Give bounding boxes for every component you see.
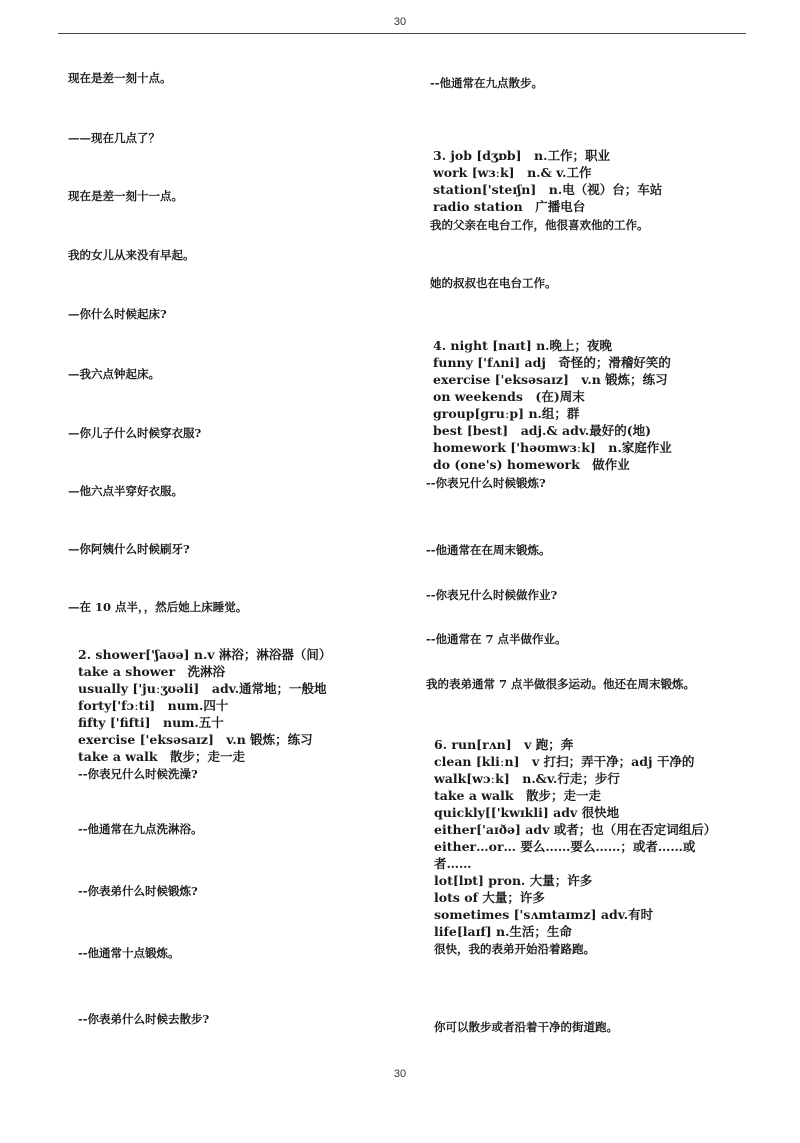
vocab2-item: take a shower 洗淋浴 [78, 664, 226, 679]
right-line-4c: --你表兄什么时候做作业? [426, 588, 558, 602]
vocab6-item: walk[wɔːk] n.&v.行走；步行 [434, 771, 620, 786]
vocab3-item: station['steɪʃn] n.电（视）台；车站 [433, 182, 663, 197]
right-line-6b: 你可以散步或者沿着干净的街道跑。 [434, 1020, 618, 1034]
vocab6-item: 者…… [434, 856, 472, 871]
vocab2-item: exercise ['eksəsaɪz] v.n 锻炼；练习 [78, 732, 313, 747]
vocab2-item: forty['fɔːti] num.四十 [78, 698, 229, 713]
left-line-9: —你阿姨什么时候刷牙? [68, 542, 190, 556]
vocab3-heading: 3. job [dʒɒb] n.工作；职业 [433, 148, 610, 163]
right-line-4b: --他通常在在周末锻炼。 [426, 543, 551, 557]
page-number-bottom: 30 [393, 1068, 407, 1080]
vocab2-item: take a walk 散步；走一走 [78, 749, 246, 764]
vocab3-item: work [wɜːk] n.& v.工作 [433, 165, 592, 180]
vocab6-item: clean [kliːn] v 打扫；弄干净；adj 干净的 [434, 754, 695, 769]
left-line-10: —在 10 点半，，然后她上床睡觉。 [68, 600, 248, 614]
left-line-13: --你表弟什么时候锻炼? [78, 884, 198, 898]
vocab2-item: usually ['juːʒʊəli] adv.通常地；一般地 [78, 681, 327, 696]
left-line-7: —你儿子什么时候穿衣服? [68, 426, 202, 440]
vocab6-item: life[laɪf] n.生活；生命 [434, 924, 572, 939]
left-line-2: ——现在几点了？ [68, 131, 160, 145]
vocab4-item: do (one's) homework 做作业 [433, 457, 630, 472]
left-line-14: --他通常十点锻炼。 [78, 946, 180, 960]
left-line-15: --你表弟什么时候去散步? [78, 1012, 210, 1026]
page-number-top: 30 [393, 16, 407, 28]
vocab4-item: exercise ['eksəsaɪz] v.n 锻炼；练习 [433, 372, 668, 387]
left-line-3: 现在是差一刻十一点。 [68, 189, 183, 203]
left-line-8: —他六点半穿好衣服。 [68, 484, 183, 498]
left-line-11: --你表兄什么时候洗澡? [78, 767, 198, 781]
vocab3-item: radio station 广播电台 [433, 199, 586, 214]
vocab4-item: funny ['fʌni] adj 奇怪的；滑稽好笑的 [433, 355, 671, 370]
vocab6-item: either…or… 要么……要么……；或者……或 [434, 839, 696, 854]
right-line-4e: 我的表弟通常 7 点半做很多运动。他还在周末锻炼。 [426, 677, 696, 691]
vocab4-item: homework ['həʊmwɜːk] n.家庭作业 [433, 440, 672, 455]
left-line-5: —你什么时候起床? [68, 307, 167, 321]
right-line-6a: 很快，我的表弟开始沿着路跑。 [434, 942, 595, 956]
vocab6-item: lot[lɒt] pron. 大量；许多 [434, 873, 593, 888]
left-line-6: —我六点钟起床。 [68, 367, 160, 381]
vocab4-item: group[gruːp] n.组；群 [433, 406, 580, 421]
vocab6-item: quickly[['kwɪkli] adv 很快地 [434, 805, 620, 820]
header-divider [58, 33, 746, 34]
left-line-12: --他通常在九点洗淋浴。 [78, 822, 203, 836]
vocab4-heading: 4. night [naɪt] n.晚上；夜晚 [433, 338, 613, 353]
right-line-4d: --他通常在 7 点半做作业。 [426, 632, 567, 646]
right-line-top: --他通常在九点散步。 [430, 76, 544, 90]
right-sentence-3b: 她的叔叔也在电台工作。 [430, 276, 557, 290]
vocab6-item: lots of 大量；许多 [434, 890, 545, 905]
vocab2-item: fifty ['fifti] num.五十 [78, 715, 224, 730]
right-sentence-3a: 我的父亲在电台工作，他很喜欢他的工作。 [430, 218, 649, 232]
vocab6-item: take a walk 散步；走一走 [434, 788, 602, 803]
left-line-1: 现在是差一刻十点。 [68, 71, 172, 85]
vocab6-item: either['aɪðə] adv 或者；也（用在否定词组后） [434, 822, 717, 837]
vocab6-heading: 6. run[rʌn] v 跑；奔 [434, 737, 574, 752]
vocab2-heading: 2. shower['ʃaʊə] n.v 淋浴；淋浴器（间） [78, 647, 332, 662]
left-line-4: 我的女儿从来没有早起。 [68, 248, 195, 262]
vocab6-item: sometimes ['sʌmtaɪmz] adv.有时 [434, 907, 654, 922]
right-line-4a: --你表兄什么时候锻炼? [426, 476, 546, 490]
vocab4-item: on weekends (在)周末 [433, 389, 585, 404]
vocab4-item: best [best] adj.& adv.最好的(地) [433, 423, 652, 438]
